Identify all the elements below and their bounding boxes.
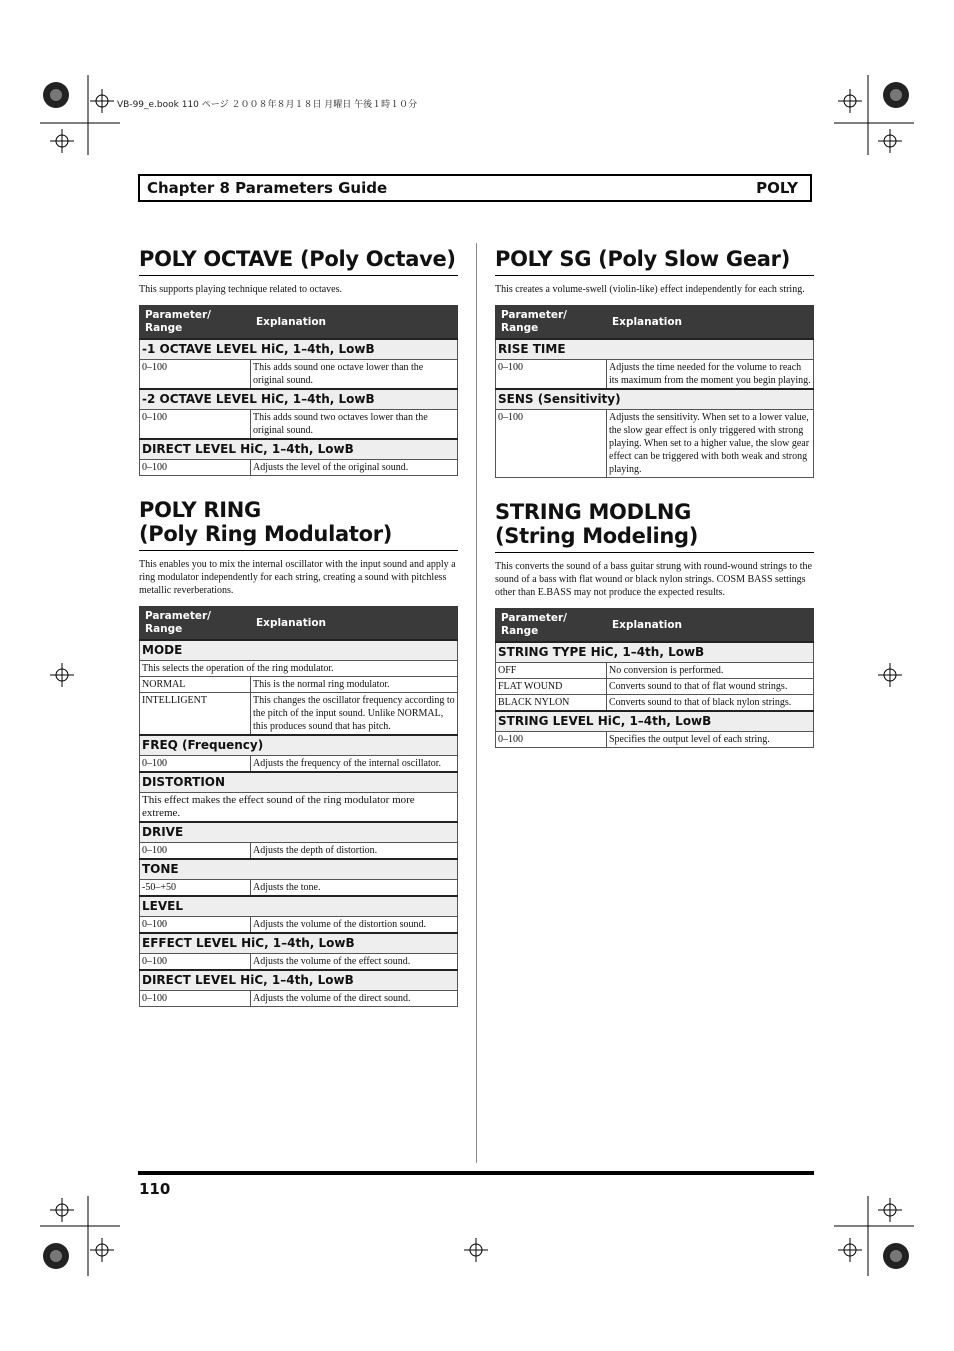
registration-mark-top-right xyxy=(834,75,914,155)
poly-sg-table xyxy=(495,305,814,478)
crosshair-mark-bottom-left xyxy=(90,1238,114,1262)
table-row xyxy=(140,410,458,440)
footer-rule xyxy=(138,1171,814,1175)
param-value: OFF xyxy=(496,663,607,679)
string-modlng-title-line1: STRING MODLNG xyxy=(495,500,692,524)
column-divider xyxy=(476,243,477,1163)
chapter-section: POLY xyxy=(756,179,798,197)
param-range: 0–100 xyxy=(496,732,607,748)
param-range: 0–100 xyxy=(140,954,251,971)
param-name: -2 OCTAVE LEVEL HiC, 1–4th, LowB xyxy=(140,389,458,410)
param-name: SENS (Sensitivity) xyxy=(496,389,814,410)
subheading-row xyxy=(140,822,458,843)
param-range: 0–100 xyxy=(140,360,251,390)
table-header xyxy=(496,609,814,643)
param-range: 0–100 xyxy=(140,991,251,1007)
param-explanation: Adjusts the volume of the effect sound. xyxy=(251,954,458,971)
param-explanation: Adjusts the level of the original sound. xyxy=(251,460,458,476)
crosshair-mark-left-top xyxy=(90,89,114,113)
param-name: MODE xyxy=(140,640,458,661)
poly-ring-intro: This enables you to mix the internal oscillator with the input sound and apply a ring modulator independently for each string, creating a sound with pitchless metallic reverberations. xyxy=(139,559,456,596)
param-name: DRIVE xyxy=(140,822,458,843)
param-explanation: Adjusts the sensitivity. When set to a lower value, the slow gear effect is only triggered with strong playing. When set to a higher value, the slow gear effect can be triggered with both weak and strong playing. xyxy=(607,410,814,478)
param-explanation: Adjusts the time needed for the volume to reach its maximum from the moment you begin playing. xyxy=(607,360,814,390)
param-explanation: Adjusts the volume of the direct sound. xyxy=(251,991,458,1007)
param-header: Parameter/ Range xyxy=(140,607,251,641)
table-row xyxy=(140,677,458,693)
table-row xyxy=(140,756,458,773)
param-range: -50–+50 xyxy=(140,880,251,897)
param-explanation: Adjusts the frequency of the internal oscillator. xyxy=(251,756,458,773)
string-modlng-title-line2: (String Modeling) xyxy=(495,524,699,548)
table-header xyxy=(140,607,458,641)
subheading-row xyxy=(140,735,458,756)
table-header xyxy=(140,306,458,340)
subheading-row xyxy=(496,389,814,410)
param-name: STRING LEVEL HiC, 1–4th, LowB xyxy=(496,711,814,732)
poly-octave-intro: This supports playing technique related to octaves. xyxy=(139,284,343,295)
param-value: INTELLIGENT xyxy=(140,693,251,736)
table-row xyxy=(140,954,458,971)
poly-ring-title-line2: (Poly Ring Modulator) xyxy=(139,522,393,546)
crosshair-mark-right-top xyxy=(838,89,862,113)
param-header: Parameter/ Range xyxy=(140,306,251,340)
param-name: TONE xyxy=(140,859,458,880)
crosshair-mark-left-upper xyxy=(50,129,74,153)
table-row xyxy=(496,410,814,478)
param-explanation: This adds sound one octave lower than the original sound. xyxy=(251,360,458,390)
subheading-row xyxy=(140,933,458,954)
subheading-row xyxy=(140,896,458,917)
param-range: 0–100 xyxy=(140,410,251,440)
crosshair-mark-bottom-center xyxy=(464,1238,488,1262)
chapter-title: Chapter 8 Parameters Guide xyxy=(147,179,388,197)
crosshair-mark-right-upper xyxy=(878,129,902,153)
table-row xyxy=(140,917,458,934)
param-explanation: Adjusts the volume of the distortion sound. xyxy=(251,917,458,934)
table-row xyxy=(140,460,458,476)
subheading-row xyxy=(140,772,458,793)
chapter-header-bar xyxy=(138,174,812,202)
table-row xyxy=(140,661,458,677)
param-name: DIRECT LEVEL HiC, 1–4th, LowB xyxy=(140,970,458,991)
param-explanation: Specifies the output level of each string. xyxy=(607,732,814,748)
subheading-row xyxy=(140,970,458,991)
table-row xyxy=(140,991,458,1007)
crosshair-mark-right-bottom xyxy=(878,1198,902,1222)
poly-octave-table xyxy=(139,305,458,476)
param-name: FREQ (Frequency) xyxy=(140,735,458,756)
crosshair-mark-left-middle xyxy=(50,663,74,687)
param-range: 0–100 xyxy=(140,843,251,860)
left-column xyxy=(139,247,458,1029)
param-name: LEVEL xyxy=(140,896,458,917)
param-explanation: This is the normal ring modulator. xyxy=(251,677,458,693)
param-description: This effect makes the effect sound of the ring modulator more extreme. xyxy=(140,793,458,823)
subheading-row xyxy=(496,642,814,663)
table-row xyxy=(496,732,814,748)
param-header: Parameter/ Range xyxy=(496,609,607,643)
poly-ring-table xyxy=(139,606,458,1007)
table-row xyxy=(140,693,458,736)
param-range: 0–100 xyxy=(140,756,251,773)
table-row xyxy=(496,360,814,390)
param-explanation: This adds sound two octaves lower than the original sound. xyxy=(251,410,458,440)
poly-ring-heading xyxy=(139,498,458,551)
table-row xyxy=(140,843,458,860)
param-explanation: This changes the oscillator frequency according to the pitch of the input sound. Unlike NORMAL, this produces sound that has pitch. xyxy=(251,693,458,736)
registration-mark-bottom-right xyxy=(834,1196,914,1276)
table-row xyxy=(496,695,814,712)
subheading-row xyxy=(140,339,458,360)
param-explanation: No conversion is performed. xyxy=(607,663,814,679)
right-column xyxy=(495,247,814,770)
print-info-line: VB-99_e.book 110 ページ ２００８年８月１８日 月曜日 午後１時１０分 xyxy=(117,100,418,110)
poly-octave-heading: POLY OCTAVE (Poly Octave) xyxy=(139,247,458,276)
param-range: 0–100 xyxy=(496,360,607,390)
param-name: DISTORTION xyxy=(140,772,458,793)
string-modlng-heading xyxy=(495,500,814,553)
crosshair-mark-left-bottom xyxy=(50,1198,74,1222)
explanation-header: Explanation xyxy=(251,306,458,340)
poly-ring-title-line1: POLY RING xyxy=(139,498,261,522)
param-name: RISE TIME xyxy=(496,339,814,360)
param-range: 0–100 xyxy=(496,410,607,478)
explanation-header: Explanation xyxy=(607,306,814,340)
param-name: STRING TYPE HiC, 1–4th, LowB xyxy=(496,642,814,663)
table-header xyxy=(496,306,814,340)
param-range: 0–100 xyxy=(140,460,251,476)
param-header: Parameter/ Range xyxy=(496,306,607,340)
page-number: 110 xyxy=(139,1180,171,1198)
param-range: 0–100 xyxy=(140,917,251,934)
string-modlng-table xyxy=(495,608,814,748)
table-row xyxy=(140,880,458,897)
subheading-row xyxy=(496,339,814,360)
explanation-header: Explanation xyxy=(251,607,458,641)
table-row xyxy=(496,679,814,695)
subheading-row xyxy=(140,859,458,880)
subheading-row xyxy=(496,711,814,732)
param-explanation: Converts sound to that of flat wound strings. xyxy=(607,679,814,695)
poly-sg-intro: This creates a volume-swell (violin-like) effect independently for each string. xyxy=(495,284,805,295)
table-row xyxy=(140,360,458,390)
crosshair-mark-bottom-right xyxy=(838,1238,862,1262)
param-name: DIRECT LEVEL HiC, 1–4th, LowB xyxy=(140,439,458,460)
param-description: This selects the operation of the ring modulator. xyxy=(140,661,458,677)
param-value: BLACK NYLON xyxy=(496,695,607,712)
param-name: EFFECT LEVEL HiC, 1–4th, LowB xyxy=(140,933,458,954)
poly-sg-heading: POLY SG (Poly Slow Gear) xyxy=(495,247,814,276)
param-name: -1 OCTAVE LEVEL HiC, 1–4th, LowB xyxy=(140,339,458,360)
param-value: FLAT WOUND xyxy=(496,679,607,695)
subheading-row xyxy=(140,640,458,661)
crosshair-mark-right-middle xyxy=(878,663,902,687)
table-row xyxy=(140,793,458,823)
subheading-row xyxy=(140,389,458,410)
explanation-header: Explanation xyxy=(607,609,814,643)
param-explanation: Adjusts the tone. xyxy=(251,880,458,897)
param-value: NORMAL xyxy=(140,677,251,693)
subheading-row xyxy=(140,439,458,460)
string-modlng-intro: This converts the sound of a bass guitar strung with round-wound strings to the sound of a bass with flat wound or black nylon strings. COSM BASS settings other than E.BASS may not produce the expected results. xyxy=(495,561,812,598)
table-row xyxy=(496,663,814,679)
param-explanation: Adjusts the depth of distortion. xyxy=(251,843,458,860)
param-explanation: Converts sound to that of black nylon strings. xyxy=(607,695,814,712)
